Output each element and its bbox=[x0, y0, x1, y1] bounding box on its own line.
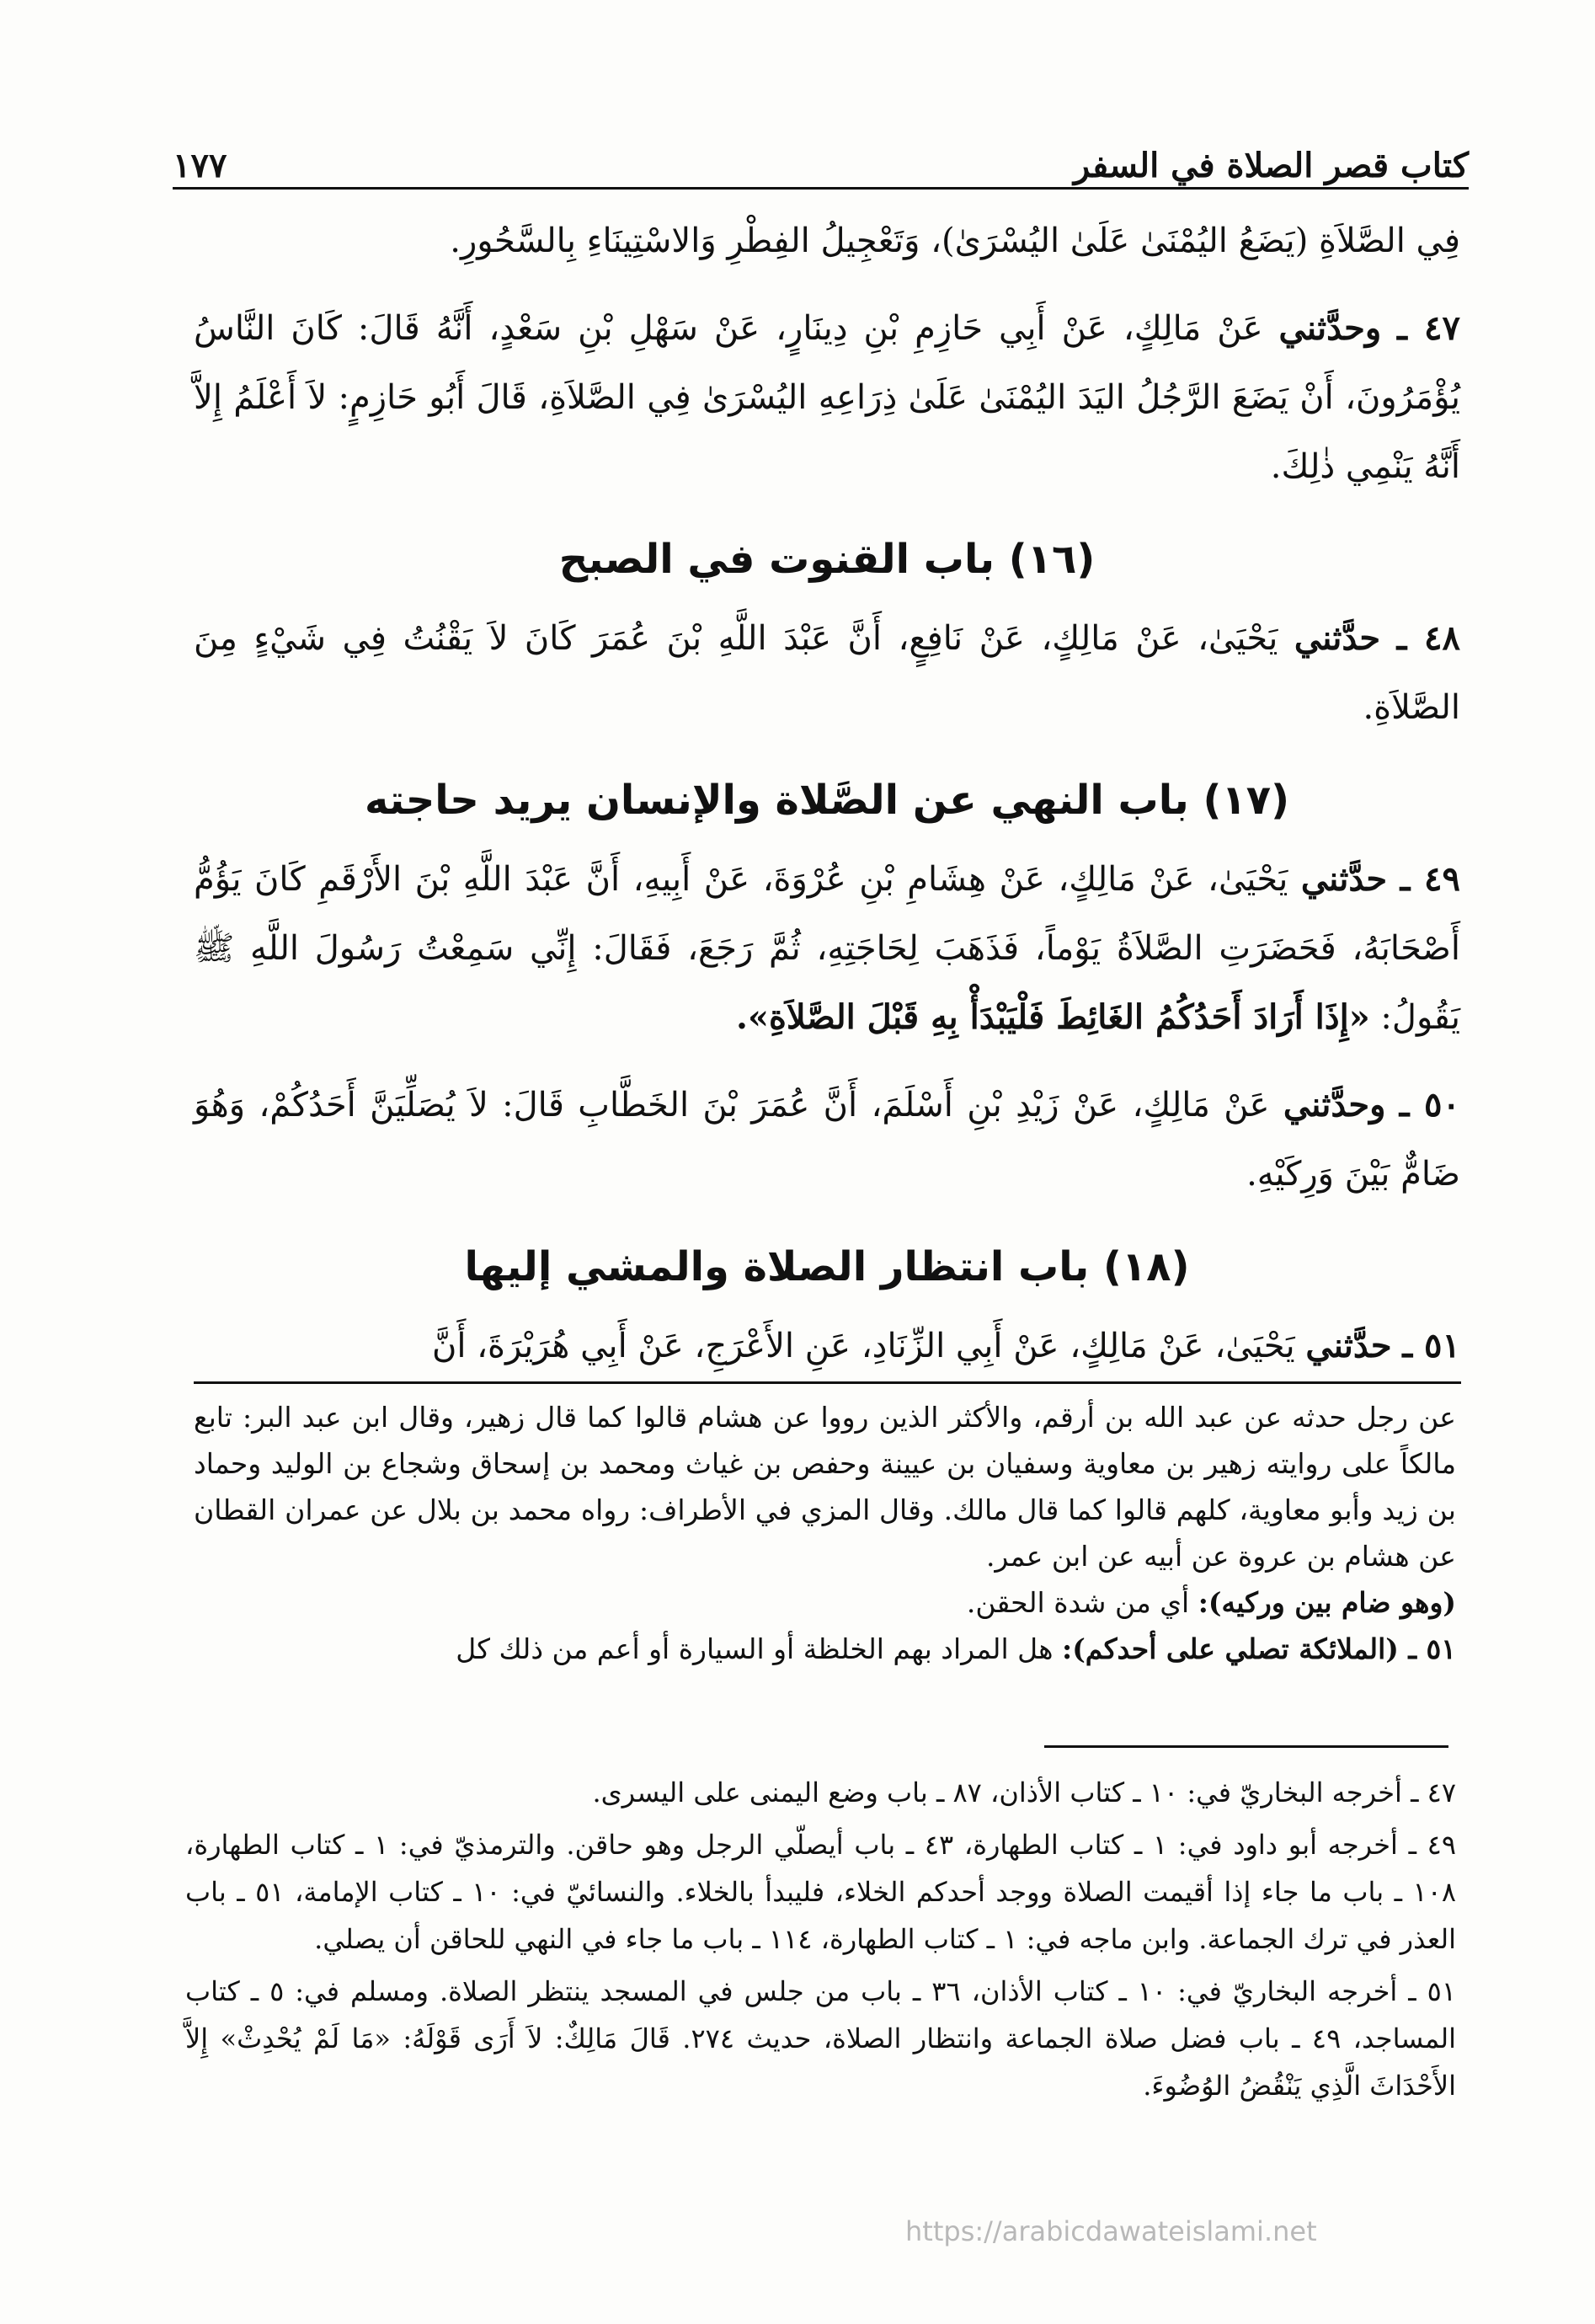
note-text: أي من شدة الحقن. bbox=[966, 1586, 1190, 1619]
note-gloss bbox=[194, 1626, 1456, 1672]
hadith-number: ٥٠ ـ bbox=[1399, 1085, 1461, 1125]
running-header bbox=[173, 126, 1469, 185]
note-text: هل المراد بهم الخلظة أو السيارة أو أعم من ذلك كل bbox=[456, 1632, 1054, 1665]
note-term: (وهو ضام بين وركيه): bbox=[1198, 1586, 1456, 1619]
commentary-notes bbox=[194, 1394, 1456, 1672]
hadith-text: يَحْيَىٰ، عَنْ مَالِكٍ، عَنْ نَافِعٍ، أَنَّ عَبْدَ اللَّهِ بْنَ عُمَرَ كَانَ لاَ يَقْنُتُ فِي شَيْءٍ مِنَ الصَّلاَةِ. bbox=[194, 619, 1460, 727]
note-continuation: عن رجل حدثه عن عبد الله بن أرقم، والأكثر الذين رووا عن هشام قالوا كما قال زهير، وقال ابن عبد البر: تابع مالكاً على روايته زهير بن معاوية وسفيان بن عيينة وحفص بن غياث ومحمد بن إسحاق وشجاع بن الوليد وحماد بن زيد وأبو معاوية، كلهم قالوا كما قال مالك. وقال المزي في الأطراف: رواه محمد بن بلال عن عمران القطان عن هشام بن عروة عن أبيه عن ابن عمر. bbox=[194, 1401, 1456, 1573]
chapter-title: كتاب قصر الصلاة في السفر bbox=[1073, 146, 1469, 185]
section-heading-18: (١٨) باب انتظار الصلاة والمشي إليها bbox=[464, 1243, 1190, 1290]
footnote-divider bbox=[194, 1381, 1461, 1384]
section-heading-17: (١٧) باب النهي عن الصَّلاة والإنسان يريد حاجته bbox=[364, 777, 1290, 824]
hadith-number: ٤٩ ـ bbox=[1400, 859, 1460, 899]
hadith-references bbox=[185, 1769, 1456, 2114]
hadith-text: يَحْيَىٰ، عَنْ مَالِكٍ، عَنْ هِشَامِ بْنِ عُرْوَةَ، عَنْ أَبِيهِ، أَنَّ عَبْدَ اللَّهِ بْنَ الأَرْقَمِ كَانَ يَؤُمُّ أَصْحَابَهُ، فَحَضَرَتِ الصَّلاَةُ يَوْماً، فَذَهَبَ لِحَاجَتِهِ، ثُمَّ رَجَعَ، فَقَالَ: إِنِّي سَمِعْتُ رَسُولَ اللَّهِ ﷺ يَقُولُ: bbox=[194, 860, 1460, 1037]
paragraph-continuation: فِي الصَّلاَةِ (يَضَعُ اليُمْنَىٰ عَلَىٰ اليُسْرَىٰ)، وَتَعْجِيلُ الفِطْرِ وَالاسْتِينَاءِ بِالسَّحُورِ. bbox=[450, 222, 1460, 260]
hadith-51 bbox=[194, 1312, 1460, 1381]
hadith-47 bbox=[194, 294, 1460, 501]
hadith-number: ٤٨ ـ bbox=[1396, 618, 1460, 658]
note-gloss bbox=[194, 1579, 1456, 1626]
page-number: ١٧٧ bbox=[173, 146, 227, 185]
reference-51: ٥١ ـ أخرجه البخاريّ في: ١٠ ـ كتاب الأذان، ٣٦ ـ باب من جلس في المسجد ينتظر الصلاة. ومسلم في: ٥ ـ كتاب المساجد، ٤٩ ـ باب فضل صلاة الجماعة وانتظار الصلاة، حديث ٢٧٤. قَالَ مَالِكٌ: لاَ أَرَى قَوْلَهُ: «مَا لَمْ يُحْدِثْ» إِلاَّ الأَحْدَاثَ الَّذِي يَنْقُضُ الوُضُوءَ. bbox=[185, 1975, 1457, 2102]
hadith-text: عَنْ مَالِكٍ، عَنْ أَبِي حَازِمِ بْنِ دِينَارٍ، عَنْ سَهْلِ بْنِ سَعْدٍ، أَنَّهُ قَالَ: كَانَ النَّاسُ يُؤْمَرُونَ، أَنْ يَضَعَ الرَّجُلُ اليَدَ اليُمْنَىٰ عَلَىٰ ذِرَاعِهِ اليُسْرَىٰ فِي الصَّلاَةِ، قَالَ أَبُو حَازِمٍ: لاَ أَعْلَمُ إِلاَّ أَنَّهُ يَنْمِي ذٰلِكَ. bbox=[194, 309, 1460, 486]
section-heading-16: (١٦) باب القنوت في الصبح bbox=[558, 536, 1096, 583]
hadith-text: يَحْيَىٰ، عَنْ مَالِكٍ، عَنْ أَبِي الزِّنَادِ، عَنِ الأَعْرَجِ، عَنْ أَبِي هُرَيْرَةَ، أَنَّ bbox=[431, 1327, 1295, 1365]
hadith-quote: «إِذَا أَرَادَ أَحَدُكُمُ الغَائِطَ فَلْيَبْدَأْ بِهِ قَبْلَ الصَّلاَةِ». bbox=[736, 997, 1370, 1037]
reference-49: ٤٩ ـ أخرجه أبو داود في: ١ ـ كتاب الطهارة، ٤٣ ـ باب أيصلّي الرجل وهو حاقن. والترمذيّ في: ١ ـ كتاب الطهارة، ١٠٨ ـ باب ما جاء إذا أقيمت الصلاة ووجد أحدكم الخلاء، فليبدأ بالخلاء. والنسائيّ في: ١٠ ـ كتاب الإمامة، ٥١ ـ باب العذر في ترك الجماعة. وابن ماجه في: ١ ـ كتاب الطهارة، ١١٤ ـ باب ما جاء في النهي للحاقن أن يصلي. bbox=[185, 1829, 1457, 1955]
hadith-lead: وحدَّثني bbox=[1283, 1085, 1386, 1125]
watermark-url: https://arabicdawateislami.net bbox=[905, 2215, 1317, 2247]
hadith-number: ٤٧ ـ bbox=[1397, 308, 1460, 348]
reference-47: ٤٧ ـ أخرجه البخاريّ في: ١٠ ـ كتاب الأذان، ٨٧ ـ باب وضع اليمنى على اليسرى. bbox=[592, 1776, 1456, 1808]
main-text bbox=[194, 206, 1460, 1399]
references-divider bbox=[1044, 1745, 1448, 1748]
hadith-number: ٥١ ـ bbox=[1402, 1326, 1460, 1365]
hadith-text: عَنْ مَالِكٍ، عَنْ زَيْدِ بْنِ أَسْلَمَ، أَنَّ عُمَرَ بْنَ الخَطَّابِ قَالَ: لاَ يُصَلِّيَنَّ أَحَدُكُمْ، وَهُوَ ضَامٌّ بَيْنَ وَرِكَيْهِ. bbox=[194, 1086, 1460, 1194]
note-term: ٥١ ـ (الملائكة تصلي على أحدكم): bbox=[1062, 1632, 1456, 1665]
hadith-lead: حدَّثني bbox=[1305, 1326, 1392, 1365]
hadith-50 bbox=[194, 1071, 1460, 1209]
hadith-lead: حدَّثني bbox=[1300, 859, 1388, 899]
header-divider bbox=[173, 187, 1469, 190]
hadith-49 bbox=[194, 845, 1460, 1052]
hadith-48 bbox=[194, 604, 1460, 742]
hadith-lead: حدَّثني bbox=[1294, 618, 1381, 658]
hadith-lead: وحدَّثني bbox=[1278, 308, 1382, 348]
